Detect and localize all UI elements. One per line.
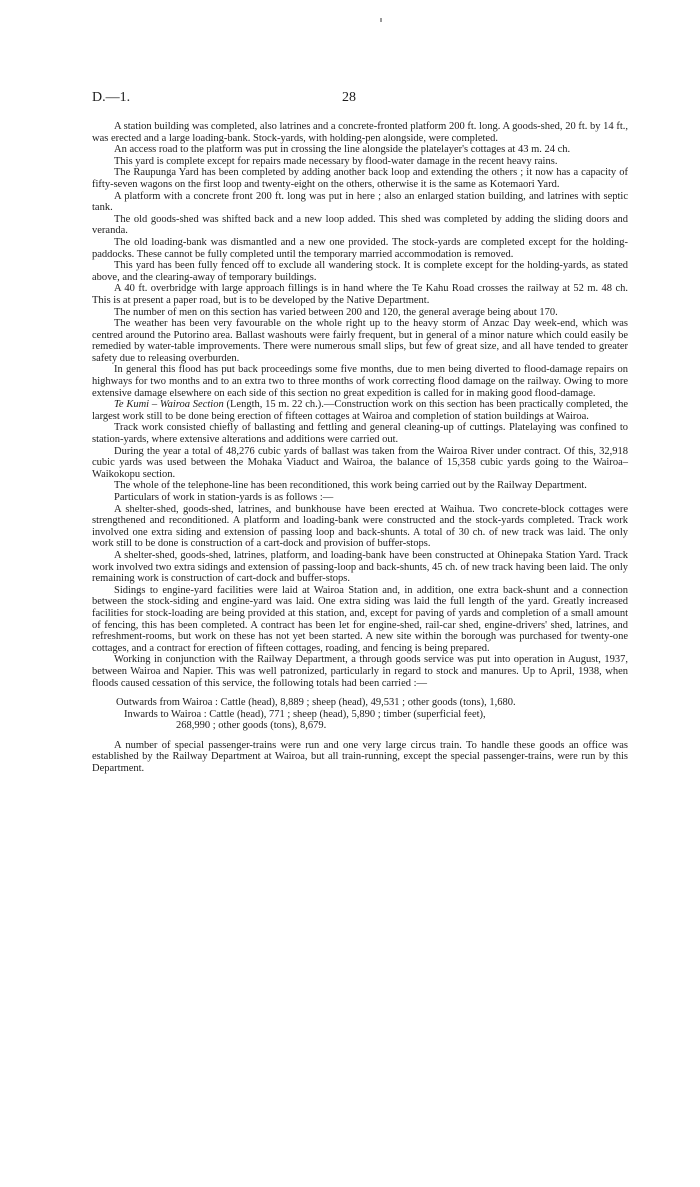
section-title: Te Kumi – Wairoa Section xyxy=(114,399,224,411)
totals-block xyxy=(116,697,628,732)
totals-inwards: Inwards to Wairoa : Cattle (head), 771 ; sheep (head), 5,890 ; timber (superficial feet), xyxy=(124,708,486,720)
paragraph: A number of special passenger-trains were run and one very large circus train. To handle these goods an office was established by the Railway Department at Wairoa, but all train-running, except the special passenger-trains, were run by this Department. xyxy=(92,739,628,775)
paragraph: Sidings to engine-yard facilities were laid at Wairoa Station and, in addition, one extra back-shunt and a connection between the stock-siding and engine-yard was laid. One extra siding was laid the full length of the yard. Greatly increased facilities for stock-loading are being provided at this station, and, except for paving of yards and completion of a small amount of fencing, this has been completed. A contract has been let for engine-shed, rail-car shed, engine-drivers' shed, latrines, and refreshment-rooms, but work on these has not yet been started. A new site within the borough was purchased for twenty-one cottages, and a contract for erection of fifteen cottages, roading, and fencing is being prepared. xyxy=(92,584,628,654)
paragraph: The old loading-bank was dismantled and a new one provided. The stock-yards are completed except for the holding-paddocks. These cannot be fully completed until the temporary married accommodation is removed. xyxy=(92,236,628,260)
paragraph: The number of men on this section has varied between 200 and 120, the general average being about 170. xyxy=(114,306,558,318)
paragraph: A platform with a concrete front 200 ft. long was put in here ; also an enlarged station building, and latrines with septic tank. xyxy=(92,190,628,214)
scan-mark xyxy=(380,18,382,22)
paragraph: A 40 ft. overbridge with large approach fillings is in hand where the Te Kahu Road crosses the railway at 52 m. 48 ch. This is at present a paper road, but is to be developed by the Native Department. xyxy=(92,283,628,306)
document-body xyxy=(92,121,628,775)
totals-outwards: Outwards from Wairoa : Cattle (head), 8,889 ; sheep (head), 49,531 ; other goods (tons), 1,680. xyxy=(116,697,516,709)
paragraph: Particulars of work in station-yards is as follows :— xyxy=(114,492,334,503)
paragraph: Track work consisted chiefly of ballasting and fettling and general cleaning-up of cuttings. Platelaying was confined to station-yards, where extensive alterations and additions were carried out. xyxy=(92,422,628,446)
paragraph: A station building was completed, also latrines and a concrete-fronted platform 200 ft. long. A goods-shed, 20 ft. by 14 ft., was erected and a large loading-bank. Stock-yards, with holding-pen alongside, were completed. xyxy=(92,121,628,144)
section-paragraph xyxy=(92,399,628,422)
section-text: (Length, 15 m. 22 ch.).—Construction work on this section has been practically completed, the largest work still to be done being erection of fifteen cottages at Wairoa and completion of station buildings at Wairoa. xyxy=(92,399,628,422)
paragraph: The whole of the telephone-line has been reconditioned, this work being carried out by the Railway Department. xyxy=(114,480,587,492)
paragraph: The old goods-shed was shifted back and a new loop added. This shed was completed by adding the sliding doors and veranda. xyxy=(92,213,628,237)
paragraph: This yard is complete except for repairs made necessary by flood-water damage in the recent heavy rains. xyxy=(114,155,558,167)
paragraph: An access road to the platform was put in crossing the line alongside the platelayer's cottages at 43 m. 24 ch. xyxy=(114,144,571,156)
paragraph: A shelter-shed, goods-shed, latrines, and bunkhouse have been erected at Waihua. Two concrete-block cottages were strengthened and reconditioned. A platform and loading-bank were constructed and the stock-yards completed. Track work involved one extra siding and extension of passing loop and back-shunts. A total of 30 ch. of new track was laid. The only work still to be done is construction of a cart-dock and provision of buffer-stops. xyxy=(92,503,628,550)
document-reference: D.—1. xyxy=(92,90,131,105)
page-number: 28 xyxy=(342,90,356,105)
paragraph: Working in conjunction with the Railway Department, a through goods service was put into operation in August, 1937, between Wairoa and Napier. This was well patronized, particularly in regard to stock and manures. Up to April, 1938, when floods caused cessation of this service, the following totals had been carried :— xyxy=(92,654,628,689)
paragraph: A shelter-shed, goods-shed, latrines, platform, and loading-bank have been constructed at Ohinepaka Station Yard. Track work involved two extra sidings and extension of passing-loop and back-shunts, 45 ch. of new track having been laid. The only remaining work is construction of cart-dock and buffer-stops. xyxy=(92,549,628,585)
paragraph: In general this flood has put back proceedings some five months, due to men being diverted to flood-damage repairs on highways for two months and to an extra two to three months of work correcting flood damage on the railway. Owing to more extensive damage elsewhere on each side of this section no great expedition is called for in making good flood-damage. xyxy=(92,364,628,399)
totals-inwards-continued: 268,990 ; other goods (tons), 8,679. xyxy=(176,720,327,732)
paragraph: During the year a total of 48,276 cubic yards of ballast was taken from the Wairoa River under contract. Of this, 32,918 cubic yards was used between the Mohaka Viaduct and Wairoa, the balance of 15,358 cubic yards going to the Wairoa–Waikokopu section. xyxy=(92,445,628,480)
paragraph: The Raupunga Yard has been completed by adding another back loop and extending the others ; it now has a capacity of fifty-seven wagons on the first loop and twenty-eight on the others, otherwise it is the same as Kotemaori Yard. xyxy=(92,167,628,190)
paragraph: The weather has been very favourable on the whole right up to the heavy storm of Anzac Day week-end, which was centred around the Putorino area. Ballast washouts were fairly frequent, but in general of a minor nature which could easily be remedied by water-table improvements. There were numerous small slips, but few of great size, and all have tended to greater safety due to releasing overburden. xyxy=(92,318,628,364)
page-header xyxy=(92,90,612,108)
paragraph: This yard has been fully fenced off to exclude all wandering stock. It is complete except for the holding-yards, as stated above, and the clearing-away of temporary buildings. xyxy=(92,260,628,283)
